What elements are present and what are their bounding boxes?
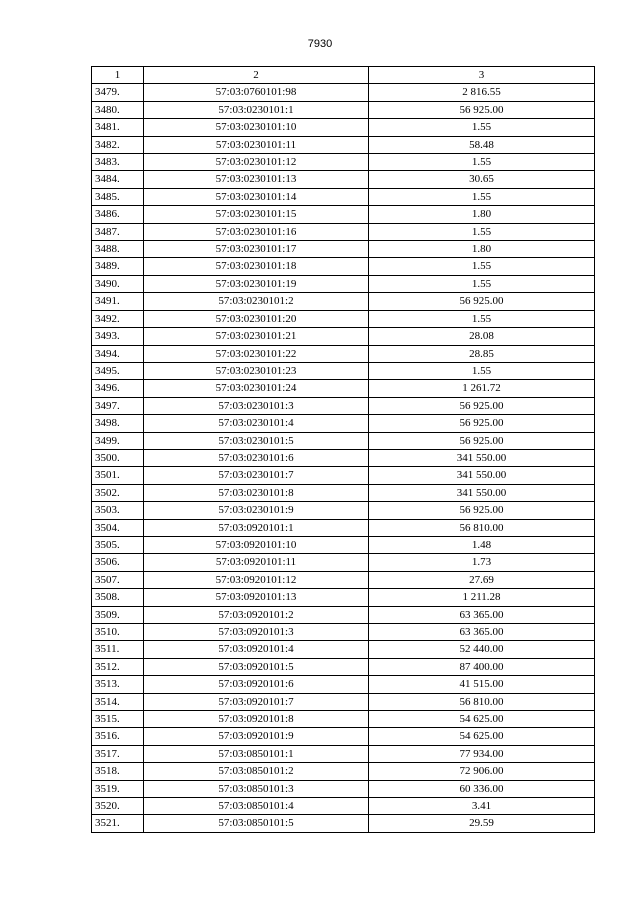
table-row — [92, 467, 595, 484]
cadastral-number: 57:03:0230101:13 — [144, 171, 369, 188]
cadastral-number: 57:03:0850101:3 — [144, 780, 369, 797]
table-row — [92, 188, 595, 205]
cadastral-number: 57:03:0230101:3 — [144, 397, 369, 414]
header-col-2: 2 — [144, 67, 369, 84]
table-row — [92, 676, 595, 693]
cadastral-value: 1.80 — [369, 206, 595, 223]
row-number: 3502. — [92, 484, 144, 501]
header-col-1: 1 — [92, 67, 144, 84]
cadastral-value: 41 515.00 — [369, 676, 595, 693]
cadastral-number: 57:03:0920101:8 — [144, 711, 369, 728]
page-number: 7930 — [307, 38, 333, 50]
row-number: 3489. — [92, 258, 144, 275]
table-row — [92, 745, 595, 762]
cadastral-number: 57:03:0230101:11 — [144, 136, 369, 153]
cadastral-number: 57:03:0230101:19 — [144, 275, 369, 292]
cadastral-value: 1.73 — [369, 554, 595, 571]
cadastral-number: 57:03:0920101:12 — [144, 571, 369, 588]
table-row — [92, 380, 595, 397]
row-number: 3506. — [92, 554, 144, 571]
table-row — [92, 171, 595, 188]
cadastral-number: 57:03:0920101:11 — [144, 554, 369, 571]
table-row — [92, 693, 595, 710]
cadastral-value: 56 810.00 — [369, 693, 595, 710]
cadastral-value: 1.55 — [369, 154, 595, 171]
cadastral-value: 56 925.00 — [369, 293, 595, 310]
row-number: 3496. — [92, 380, 144, 397]
row-number: 3495. — [92, 362, 144, 379]
row-number: 3510. — [92, 624, 144, 641]
row-number: 3494. — [92, 345, 144, 362]
cadastral-number: 57:03:0920101:4 — [144, 641, 369, 658]
cadastral-number: 57:03:0230101:23 — [144, 362, 369, 379]
row-number: 3505. — [92, 536, 144, 553]
table-row — [92, 397, 595, 414]
table-row — [92, 241, 595, 258]
row-number: 3516. — [92, 728, 144, 745]
cadastral-value: 1.80 — [369, 241, 595, 258]
cadastral-value: 341 550.00 — [369, 484, 595, 501]
cadastral-value: 1.55 — [369, 275, 595, 292]
cadastral-value: 30.65 — [369, 171, 595, 188]
cadastral-value: 56 925.00 — [369, 432, 595, 449]
cadastral-number: 57:03:0920101:9 — [144, 728, 369, 745]
cadastral-value: 77 934.00 — [369, 745, 595, 762]
table-row — [92, 536, 595, 553]
cadastral-value: 1 261.72 — [369, 380, 595, 397]
cadastral-value: 58.48 — [369, 136, 595, 153]
cadastral-number: 57:03:0230101:18 — [144, 258, 369, 275]
cadastral-number: 57:03:0920101:7 — [144, 693, 369, 710]
row-number: 3515. — [92, 711, 144, 728]
table-row — [92, 502, 595, 519]
row-number: 3504. — [92, 519, 144, 536]
row-number: 3503. — [92, 502, 144, 519]
cadastral-value: 3.41 — [369, 798, 595, 815]
cadastral-number: 57:03:0920101:1 — [144, 519, 369, 536]
cadastral-number: 57:03:0850101:1 — [144, 745, 369, 762]
cadastral-value: 54 625.00 — [369, 728, 595, 745]
table-row — [92, 293, 595, 310]
table-row — [92, 275, 595, 292]
row-number: 3487. — [92, 223, 144, 240]
table-row — [92, 624, 595, 641]
table-row — [92, 641, 595, 658]
row-number: 3483. — [92, 154, 144, 171]
cadastral-value: 2 816.55 — [369, 84, 595, 101]
table-row — [92, 780, 595, 797]
cadastral-value: 1.48 — [369, 536, 595, 553]
table-row — [92, 484, 595, 501]
cadastral-number: 57:03:0230101:14 — [144, 188, 369, 205]
row-number: 3497. — [92, 397, 144, 414]
cadastral-value: 1.55 — [369, 258, 595, 275]
row-number: 3500. — [92, 449, 144, 466]
cadastral-number: 57:03:0230101:1 — [144, 101, 369, 118]
table-row — [92, 310, 595, 327]
table-row — [92, 258, 595, 275]
row-number: 3520. — [92, 798, 144, 815]
cadastral-value: 1.55 — [369, 119, 595, 136]
row-number: 3492. — [92, 310, 144, 327]
cadastral-value: 28.85 — [369, 345, 595, 362]
row-number: 3493. — [92, 328, 144, 345]
cadastral-value: 56 925.00 — [369, 502, 595, 519]
row-number: 3511. — [92, 641, 144, 658]
row-number: 3508. — [92, 589, 144, 606]
cadastral-value: 54 625.00 — [369, 711, 595, 728]
row-number: 3479. — [92, 84, 144, 101]
row-number: 3501. — [92, 467, 144, 484]
cadastral-value: 1 211.28 — [369, 589, 595, 606]
cadastral-number: 57:03:0230101:15 — [144, 206, 369, 223]
cadastral-number: 57:03:0850101:2 — [144, 763, 369, 780]
row-number: 3509. — [92, 606, 144, 623]
cadastral-value: 27.69 — [369, 571, 595, 588]
row-number: 3521. — [92, 815, 144, 832]
table-row — [92, 449, 595, 466]
cadastral-value: 72 906.00 — [369, 763, 595, 780]
cadastral-value: 60 336.00 — [369, 780, 595, 797]
table-row — [92, 154, 595, 171]
cadastral-number: 57:03:0230101:7 — [144, 467, 369, 484]
table-row — [92, 728, 595, 745]
cadastral-number: 57:03:0230101:21 — [144, 328, 369, 345]
cadastral-number: 57:03:0230101:16 — [144, 223, 369, 240]
row-number: 3491. — [92, 293, 144, 310]
cadastral-number: 57:03:0230101:2 — [144, 293, 369, 310]
cadastral-number: 57:03:0230101:17 — [144, 241, 369, 258]
cadastral-value: 28.08 — [369, 328, 595, 345]
table-row — [92, 658, 595, 675]
table-row — [92, 815, 595, 832]
row-number: 3480. — [92, 101, 144, 118]
row-number: 3485. — [92, 188, 144, 205]
cadastral-number: 57:03:0230101:12 — [144, 154, 369, 171]
table-row — [92, 711, 595, 728]
header-col-3: 3 — [369, 67, 595, 84]
table-row — [92, 345, 595, 362]
cadastral-number: 57:03:0920101:13 — [144, 589, 369, 606]
row-number: 3519. — [92, 780, 144, 797]
cadastral-number: 57:03:0230101:8 — [144, 484, 369, 501]
cadastral-number: 57:03:0850101:5 — [144, 815, 369, 832]
table-row — [92, 798, 595, 815]
row-number: 3513. — [92, 676, 144, 693]
table-row — [92, 362, 595, 379]
row-number: 3517. — [92, 745, 144, 762]
table-row — [92, 223, 595, 240]
cadastral-value: 1.55 — [369, 310, 595, 327]
cadastral-value: 1.55 — [369, 223, 595, 240]
cadastral-number: 57:03:0230101:22 — [144, 345, 369, 362]
cadastral-value: 63 365.00 — [369, 606, 595, 623]
table-row — [92, 84, 595, 101]
cadastral-value: 1.55 — [369, 188, 595, 205]
cadastral-value: 56 925.00 — [369, 397, 595, 414]
row-number: 3499. — [92, 432, 144, 449]
cadastral-value: 1.55 — [369, 362, 595, 379]
header-row — [92, 67, 595, 84]
table-row — [92, 415, 595, 432]
cadastral-value: 341 550.00 — [369, 467, 595, 484]
cadastral-value-table — [91, 66, 595, 833]
cadastral-number: 57:03:0230101:5 — [144, 432, 369, 449]
cadastral-number: 57:03:0850101:4 — [144, 798, 369, 815]
cadastral-number: 57:03:0920101:6 — [144, 676, 369, 693]
cadastral-number: 57:03:0920101:5 — [144, 658, 369, 675]
cadastral-value: 52 440.00 — [369, 641, 595, 658]
table-row — [92, 101, 595, 118]
cadastral-number: 57:03:0760101:98 — [144, 84, 369, 101]
table-row — [92, 119, 595, 136]
cadastral-number: 57:03:0230101:6 — [144, 449, 369, 466]
row-number: 3498. — [92, 415, 144, 432]
row-number: 3484. — [92, 171, 144, 188]
table-row — [92, 519, 595, 536]
cadastral-value: 29.59 — [369, 815, 595, 832]
table-row — [92, 763, 595, 780]
table-row — [92, 206, 595, 223]
row-number: 3490. — [92, 275, 144, 292]
row-number: 3488. — [92, 241, 144, 258]
row-number: 3512. — [92, 658, 144, 675]
cadastral-value: 56 810.00 — [369, 519, 595, 536]
cadastral-value: 56 925.00 — [369, 415, 595, 432]
row-number: 3518. — [92, 763, 144, 780]
cadastral-number: 57:03:0230101:4 — [144, 415, 369, 432]
cadastral-number: 57:03:0230101:20 — [144, 310, 369, 327]
table-header — [92, 67, 595, 84]
row-number: 3507. — [92, 571, 144, 588]
table-row — [92, 136, 595, 153]
cadastral-number: 57:03:0920101:10 — [144, 536, 369, 553]
cadastral-number: 57:03:0230101:9 — [144, 502, 369, 519]
table-row — [92, 328, 595, 345]
table-row — [92, 589, 595, 606]
row-number: 3482. — [92, 136, 144, 153]
row-number: 3486. — [92, 206, 144, 223]
cadastral-value: 341 550.00 — [369, 449, 595, 466]
table-row — [92, 606, 595, 623]
cadastral-value: 56 925.00 — [369, 101, 595, 118]
cadastral-number: 57:03:0230101:24 — [144, 380, 369, 397]
table-body — [92, 84, 595, 832]
cadastral-number: 57:03:0230101:10 — [144, 119, 369, 136]
table-row — [92, 432, 595, 449]
table-row — [92, 554, 595, 571]
cadastral-value: 87 400.00 — [369, 658, 595, 675]
table-row — [92, 571, 595, 588]
cadastral-value: 63 365.00 — [369, 624, 595, 641]
cadastral-number: 57:03:0920101:3 — [144, 624, 369, 641]
row-number: 3514. — [92, 693, 144, 710]
cadastral-number: 57:03:0920101:2 — [144, 606, 369, 623]
row-number: 3481. — [92, 119, 144, 136]
